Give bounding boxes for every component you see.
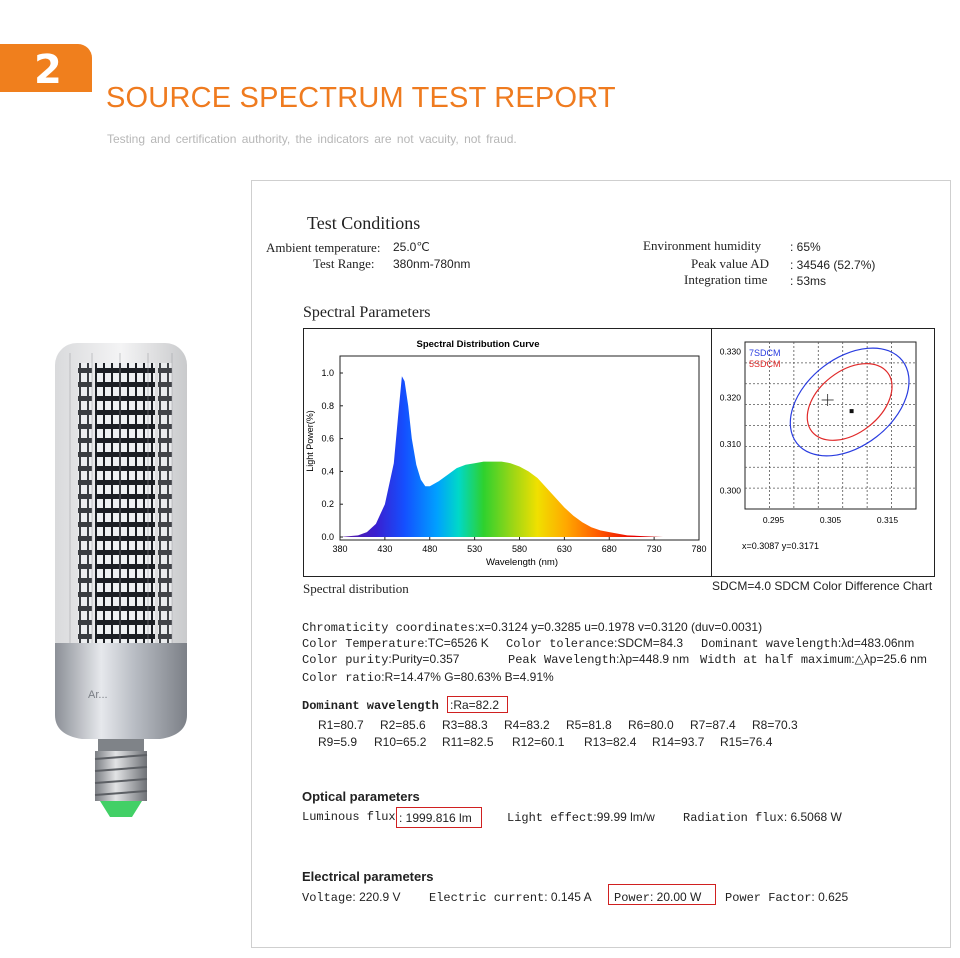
radiation-flux-row — [683, 810, 842, 825]
chromaticity-label: Chromaticity coordinates — [302, 621, 475, 635]
sdcm-x-tick-label: 0.295 — [762, 515, 785, 525]
current-row — [429, 890, 592, 905]
x-tick-label: 630 — [556, 544, 572, 554]
page-title: SOURCE SPECTRUM TEST REPORT — [106, 82, 616, 114]
chromaticity-row — [302, 620, 762, 635]
peak-ad-label: Peak value AD — [691, 256, 769, 271]
cri-row-1 — [318, 716, 808, 734]
spectral-distribution-caption: Spectral distribution — [303, 581, 409, 596]
x-tick-label: 430 — [377, 544, 393, 554]
x-tick-label: 530 — [467, 544, 483, 554]
color-temperature-row — [302, 636, 489, 651]
cri-value: R9=5.9 — [318, 735, 358, 749]
spectral-chart-title: Spectral Distribution Curve — [416, 339, 540, 350]
sdcm-chart — [712, 329, 932, 575]
dominant-wavelength-label: Dominant wavelength — [701, 637, 838, 651]
color-tolerance-value: :SDCM=84.3 — [614, 636, 684, 650]
cri-value: R15=76.4 — [720, 735, 773, 749]
dominant-wavelength-row — [701, 636, 914, 651]
color-tolerance-row — [506, 636, 683, 651]
voltage-row — [302, 890, 400, 905]
power-label: Power — [614, 891, 651, 905]
cri-value: R12=60.1 — [512, 735, 565, 749]
ra-value-highlight: :Ra=82.2 — [447, 696, 508, 713]
radiation-flux-label: Radiation flux — [683, 811, 784, 825]
humidity-label: Environment humidity — [643, 238, 762, 253]
test-conditions-heading: Test Conditions — [307, 213, 421, 233]
y-tick-label: 0.8 — [321, 400, 334, 411]
y-tick-label: 0.6 — [321, 433, 334, 444]
test-range-value: 380nm-780nm — [393, 257, 471, 271]
color-temperature-label: Color Temperature — [302, 637, 425, 651]
x-tick-label: 680 — [601, 544, 617, 554]
electrical-parameters-heading: Electrical parameters — [302, 869, 434, 884]
color-tolerance-label: Color tolerance — [506, 637, 615, 651]
spectral-distribution-chart — [304, 329, 711, 575]
peak-ad-value: : 34546 (52.7%) — [790, 258, 876, 272]
spectral-x-axis-label: Wavelength (nm) — [486, 557, 558, 568]
5sdcm-label: 5SDCM — [749, 359, 781, 369]
led-corn-bulb-image — [40, 343, 200, 825]
sdcm-y-tick-label: 0.300 — [719, 485, 741, 496]
current-value: : 0.145 A — [544, 890, 592, 904]
voltage-value: : 220.9 V — [352, 890, 401, 904]
y-tick-label: 0.2 — [321, 499, 334, 510]
peak-wavelength-label: Peak Wavelength — [508, 653, 617, 667]
peak-wavelength-value: :λp=448.9 nm — [616, 652, 690, 666]
radiation-flux-value: : 6.5068 W — [783, 810, 842, 824]
page-subtitle: Testing and certification authority, the indicators are not vacuity, not fraud. — [107, 132, 517, 146]
y-tick-label: 0.4 — [321, 466, 334, 477]
cri-value: R10=65.2 — [374, 735, 427, 749]
measured-point — [850, 409, 854, 413]
power-row — [614, 890, 701, 905]
sdcm-readout: x=0.3087 y=0.3171 — [742, 541, 820, 551]
ambient-temperature-value: 25.0℃ — [393, 240, 430, 254]
current-label: Electric current — [429, 891, 545, 905]
test-range-label: Test Range: — [313, 256, 375, 271]
x-tick-label: 730 — [646, 544, 662, 554]
sdcm-y-tick-label: 0.330 — [719, 346, 741, 357]
cri-value: R7=87.4 — [690, 718, 736, 732]
integration-time-label: Integration time — [684, 272, 768, 287]
color-purity-value: :Purity=0.357 — [388, 652, 460, 666]
dominant-wavelength-value: :λd=483.06nm — [837, 636, 915, 650]
light-effect-row — [507, 810, 655, 825]
x-tick-label: 380 — [332, 544, 348, 554]
half-width-row — [700, 652, 927, 667]
power-factor-value: : 0.625 — [811, 890, 849, 904]
y-tick-label: 0.0 — [321, 532, 334, 542]
cri-value: R1=80.7 — [318, 718, 364, 732]
cri-value: R11=82.5 — [442, 735, 494, 749]
color-ratio-row — [302, 670, 554, 685]
light-effect-value: :99.99 lm/w — [593, 810, 655, 824]
luminous-flux-label: Luminous flux — [302, 810, 396, 824]
x-tick-label: 780 — [691, 544, 707, 554]
humidity-value: : 65% — [790, 240, 821, 254]
half-width-label: Width at half maximum — [700, 653, 852, 667]
color-ratio-label: Color ratio — [302, 671, 382, 685]
section-number: 2 — [34, 47, 62, 93]
x-tick-label: 580 — [511, 544, 528, 554]
bulb-brand-text: Ar... — [88, 689, 108, 701]
cri-value: R6=80.0 — [628, 718, 674, 732]
chromaticity-value: :x=0.3124 y=0.3285 u=0.1978 v=0.3120 (duv=0.0031) — [474, 620, 763, 634]
cri-value: R14=93.7 — [652, 735, 705, 749]
cri-value: R8=70.3 — [752, 718, 798, 732]
cri-label: Dominant wavelength — [302, 699, 439, 713]
cri-value: R13=82.4 — [584, 735, 637, 749]
power-factor-row — [725, 890, 848, 905]
sdcm-y-tick-label: 0.320 — [719, 392, 741, 403]
sdcm-x-tick-label: 0.305 — [819, 515, 842, 525]
color-ratio-value: :R=14.47% G=80.63% B=4.91% — [381, 670, 554, 684]
color-purity-label: Color purity — [302, 653, 389, 667]
optical-parameters-heading: Optical parameters — [302, 789, 420, 804]
cri-value: R5=81.8 — [566, 718, 612, 732]
integration-time-value: : 53ms — [790, 274, 827, 288]
voltage-label: Voltage — [302, 891, 353, 905]
color-temperature-value: :TC=6526 K — [424, 636, 489, 650]
spectral-y-axis-label: Light Power(%) — [305, 410, 315, 472]
7sdcm-label: 7SDCM — [749, 348, 781, 358]
cri-value: R3=88.3 — [442, 718, 488, 732]
color-purity-row — [302, 652, 459, 667]
peak-wavelength-row — [508, 652, 689, 667]
luminous-flux-value: : 1999.816 lm — [396, 807, 482, 828]
cri-value: R4=83.2 — [504, 718, 550, 732]
cri-value: R2=85.6 — [380, 718, 426, 732]
x-tick-label: 480 — [422, 544, 438, 554]
half-width-value: :△λp=25.6 nm — [851, 652, 927, 666]
sdcm-y-tick-label: 0.310 — [719, 439, 741, 450]
spectral-parameters-heading: Spectral Parameters — [303, 304, 431, 321]
light-effect-label: Light effect — [507, 811, 594, 825]
sdcm-x-tick-label: 0.315 — [876, 515, 899, 525]
sdcm-caption: SDCM=4.0 SDCM Color Difference Chart — [712, 579, 933, 593]
power-value: : 20.00 W — [650, 890, 702, 904]
power-factor-label: Power Factor — [725, 891, 812, 905]
cri-row-2 — [318, 733, 780, 751]
ambient-temperature-label: Ambient temperature: — [266, 240, 381, 255]
y-tick-label: 1.0 — [321, 368, 334, 378]
